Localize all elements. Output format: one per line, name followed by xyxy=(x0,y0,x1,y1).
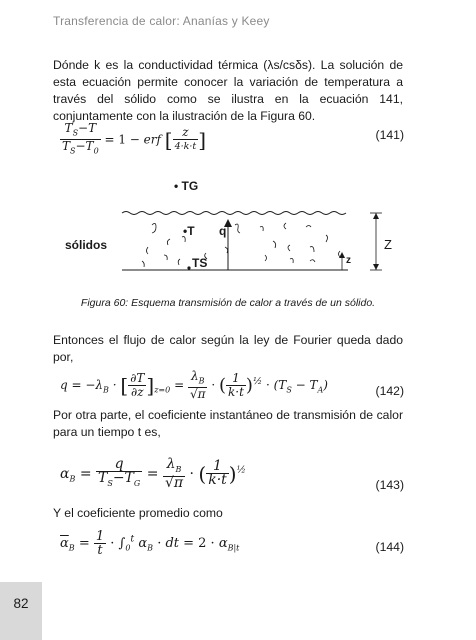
equation-number-144: (144) xyxy=(375,540,404,554)
label-surface-temperature: TS xyxy=(192,256,208,270)
paragraph-instantaneous-coefficient xyxy=(53,407,403,441)
running-header: Transferencia de calor: Ananías y Keey xyxy=(53,14,270,28)
label-depth-small: z xyxy=(346,255,351,266)
paragraph-text: Por otra parte, el coeficiente instantáneo de transmisión de calor para un tiempo t es, xyxy=(53,408,403,439)
paragraph-fourier xyxy=(53,332,403,366)
equation-141: $\frac{T_S-T}{T_S-T_0}$ = 1 − erf [ $\frac{z}{4\cdot k\cdot t}$ ] xyxy=(62,121,207,156)
label-heat-flux: q xyxy=(219,224,227,238)
label-thickness: Z xyxy=(384,237,392,252)
page-number-tab xyxy=(0,582,42,640)
label-gas-temperature: • TG xyxy=(174,179,199,193)
label-temperature: •T xyxy=(183,224,195,238)
equation-142: $q = -\lambda_B$ · [ $\frac{\partial T}{\partial z}$ ]$_{z=0}$ = $\frac{\lambda_B}{√\pi}$ · ( $\frac{1}{k\cdot t}$ )$^{\frac{1}{2}} \cdot (T_S - T_A)$ xyxy=(60,369,328,402)
equation-number-143: (143) xyxy=(375,478,404,492)
paragraph-text: Entonces el flujo de calor según la ley de Fourier queda dado por, xyxy=(53,333,403,364)
figure-heat-transmission xyxy=(60,175,400,285)
equation-143: $\alpha_B$ = $\frac{q}{T_S-T_G}$ = $\frac{\lambda_B}{√\pi}$ · ( $\frac{1}{k\cdot t}$ )$^{\frac{1}{2}}$ xyxy=(60,456,246,491)
equation-number-142: (142) xyxy=(375,384,404,398)
page-number: 82 xyxy=(13,596,29,611)
paragraph-average-coefficient xyxy=(53,505,403,522)
paragraph-text: Y el coeficiente promedio como xyxy=(53,506,223,520)
paragraph-text: Dónde k es la conductividad térmica (λs/csδs). La solución de esta ecuación permite conocer la variación de temperatura a través del sólido como se ilustra en la ecuación 141, conjuntamente con la ilustración de la Figura 60. xyxy=(53,58,403,123)
equation-144: $\overline{\alpha}_B$ = $\frac{1}{t}$ · $\int_0^t$ $\alpha_B$ · dt = $2 \cdot \alpha_{B|t}$ xyxy=(60,529,240,558)
solid-surface-line xyxy=(122,212,346,215)
equation-number-141: (141) xyxy=(375,128,404,142)
figure-caption: Figura 60: Esquema transmisión de calor a través de un sólido. xyxy=(80,297,376,309)
label-solids: sólidos xyxy=(65,238,108,252)
paragraph-conductivity xyxy=(53,57,403,125)
